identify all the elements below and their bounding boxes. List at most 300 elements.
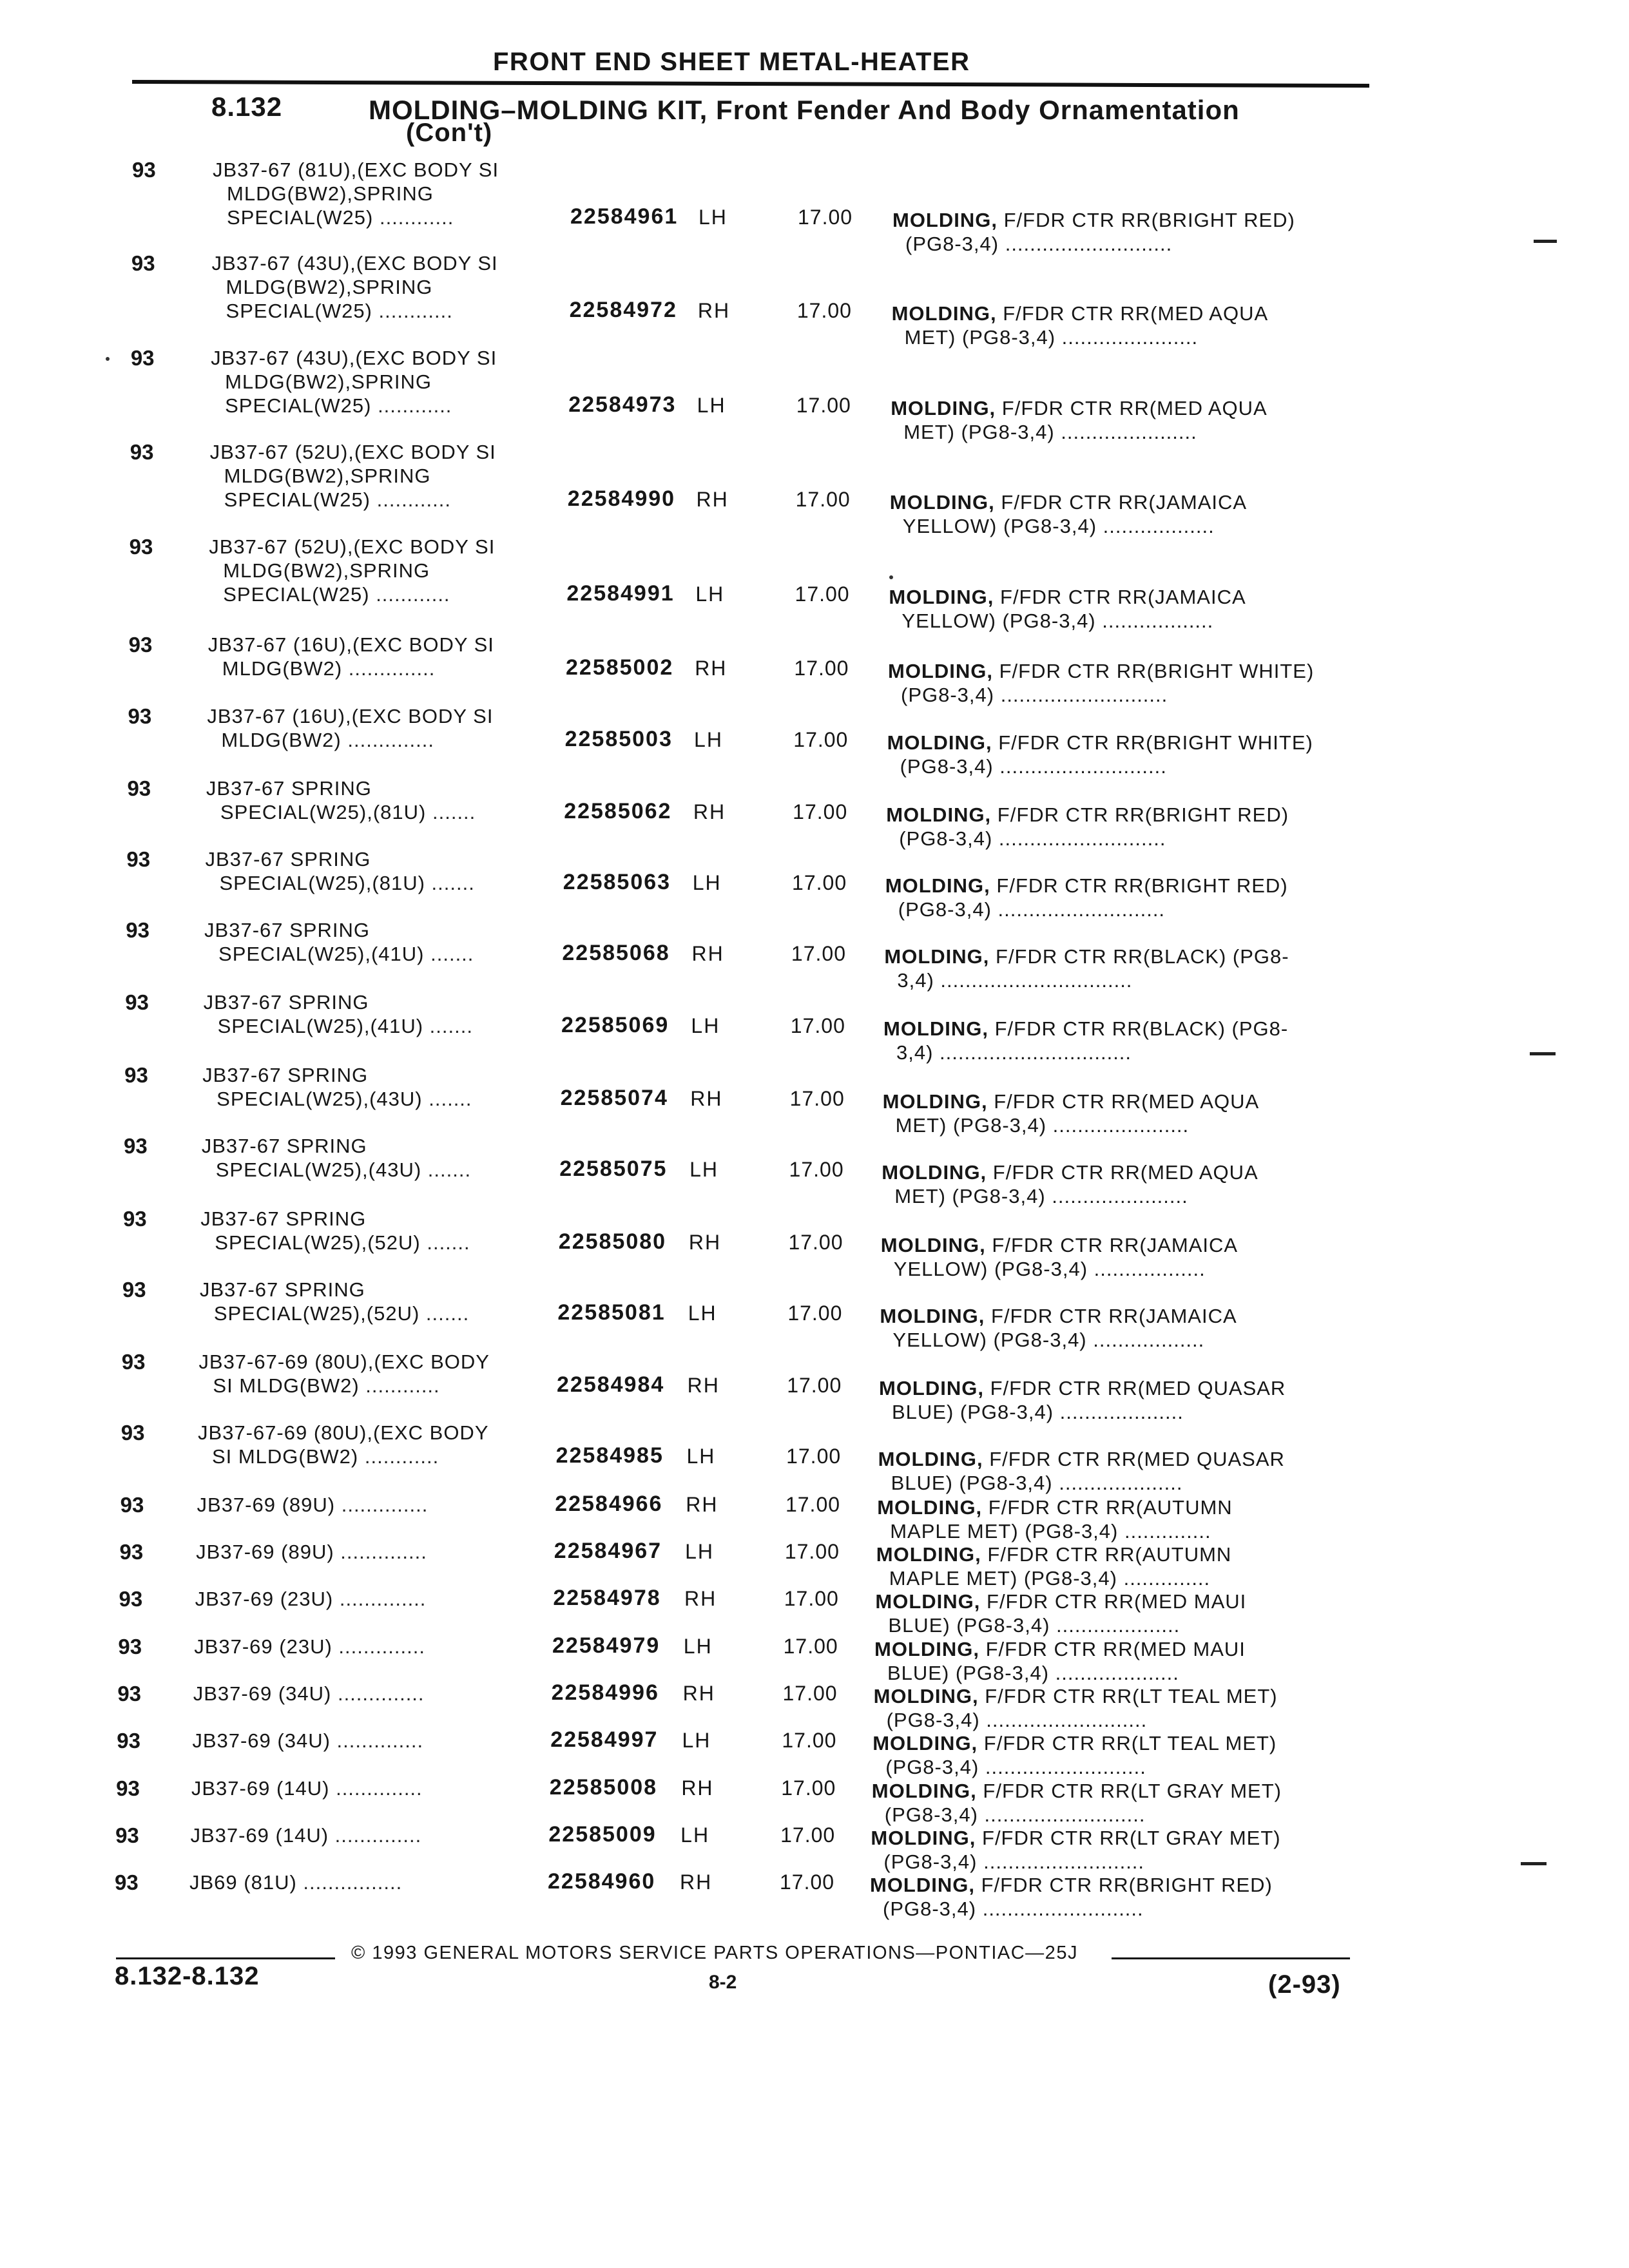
description-line: MOLDING, F/FDR CTR RR(JAMAICA: [889, 491, 1248, 514]
model-line: [206, 800, 476, 824]
model-text: SPECIAL(W25),(52U): [215, 1231, 421, 1254]
description-continuation: (PG8-3,4) ...........................: [898, 898, 1166, 921]
description: [888, 659, 1314, 707]
description-keyword: MOLDING,: [886, 803, 992, 826]
side: LH: [685, 1540, 715, 1563]
description-line: MOLDING, F/FDR CTR RR(BRIGHT WHITE): [888, 660, 1315, 682]
description-keyword: MOLDING,: [878, 1448, 983, 1470]
table-row: [0, 1870, 1629, 1954]
model-cell: [195, 1587, 427, 1611]
side: RH: [693, 800, 726, 823]
side: LH: [692, 871, 722, 894]
part-number: 22584997: [550, 1727, 659, 1752]
dot-leader: ..............: [341, 729, 434, 751]
model-text: JB69 (81U): [189, 1871, 297, 1894]
model-line: [208, 657, 494, 680]
description-keyword: MOLDING,: [882, 1090, 988, 1113]
description-keyword: MOLDING,: [889, 586, 994, 608]
model-text: SPECIAL(W25): [223, 583, 370, 606]
description-continuation: (PG8-3,4) ..........................: [884, 1803, 1146, 1826]
description: [870, 1873, 1273, 1921]
model-line: [198, 1350, 490, 1374]
margin-mark: [1530, 1052, 1556, 1055]
model-line: [204, 942, 474, 966]
group-number: 93: [117, 1682, 142, 1706]
model-text: SPECIAL(W25): [227, 206, 374, 229]
description-continuation: (PG8-3,4) ..........................: [883, 1850, 1145, 1873]
group-number: 93: [127, 776, 151, 800]
description-continuation: MET) (PG8-3,4) ......................: [895, 1114, 1190, 1137]
model-line: [208, 633, 494, 657]
model-line: [211, 394, 497, 418]
model-line: [213, 206, 499, 229]
model-text: JB37-67-69 (80U),(EXC BODY: [197, 1421, 489, 1444]
model-line: [202, 1087, 472, 1111]
footer-page-number: 8-2: [709, 1972, 737, 1993]
group-number: 93: [120, 1493, 144, 1517]
description-line: MOLDING, F/FDR CTR RR(LT TEAL MET): [873, 1685, 1278, 1707]
side: RH: [691, 942, 724, 965]
part-number: 22585009: [548, 1822, 657, 1847]
model-text: JB37-67 (81U),(EXC BODY SI: [213, 159, 499, 181]
description-line: MOLDING, F/FDR CTR RR(MED AQUA: [882, 1090, 1260, 1113]
model-text: JB37-67 (16U),(EXC BODY SI: [207, 705, 494, 727]
model-text: MLDG(BW2): [221, 729, 342, 751]
group-number: 93: [122, 1207, 147, 1231]
dot-leader: ..............: [333, 1588, 427, 1610]
model-text: SPECIAL(W25),(41U): [217, 1015, 424, 1037]
model-text: MLDG(BW2),SPRING: [224, 465, 431, 487]
margin-mark: [1534, 240, 1557, 243]
table-row: [0, 440, 1629, 537]
dot-leader: .......: [421, 1158, 472, 1181]
part-number: 22585069: [561, 1013, 670, 1037]
description-keyword: MOLDING,: [887, 731, 992, 754]
group-number: 93: [130, 440, 154, 464]
quantity: 17.00: [780, 1870, 835, 1894]
model-cell: [200, 1207, 470, 1254]
model-text: SPECIAL(W25),(81U): [220, 801, 427, 823]
side: RH: [687, 1374, 720, 1397]
description: [892, 302, 1269, 349]
model-text: JB37-67 SPRING: [201, 1135, 367, 1157]
group-number: 93: [129, 535, 153, 559]
model-line: [197, 1493, 429, 1517]
quantity: 17.00: [788, 1231, 843, 1254]
quantity: 17.00: [793, 800, 848, 823]
dot-leader: ............: [373, 206, 454, 229]
quantity: 17.00: [780, 1823, 836, 1847]
group-number: 93: [126, 847, 151, 871]
description-keyword: MOLDING,: [888, 660, 993, 682]
section-title: MOLDING–MOLDING KIT, Front Fender And Body Ornamentation: [369, 95, 1240, 125]
model-text: JB37-69 (34U): [192, 1729, 331, 1752]
model-line: [198, 1421, 489, 1445]
model-cell: [193, 1682, 425, 1706]
model-text: MLDG(BW2),SPRING: [225, 370, 432, 393]
dot-leader: ..............: [329, 1777, 423, 1800]
quantity: 17.00: [787, 1302, 843, 1325]
description-continuation: (PG8-3,4) ...........................: [899, 827, 1166, 850]
footer-section-range: 8.132-8.132: [115, 1962, 260, 1990]
model-line: [212, 299, 498, 323]
description: [874, 1637, 1246, 1685]
part-number: 22584991: [566, 581, 675, 606]
quantity: 17.00: [781, 1776, 836, 1800]
group-number: 93: [124, 1134, 148, 1158]
model-text: JB37-67 SPRING: [200, 1207, 367, 1230]
model-line: [195, 1587, 427, 1611]
model-cell: [211, 346, 497, 418]
description-line: MOLDING, F/FDR CTR RR(LT TEAL MET): [872, 1732, 1277, 1754]
description-continuation: (PG8-3,4) ...........................: [905, 233, 1173, 255]
model-line: [198, 1445, 489, 1468]
description-line: MOLDING, F/FDR CTR RR(JAMAICA: [880, 1305, 1237, 1327]
table-row: [0, 1278, 1629, 1361]
side: LH: [686, 1445, 716, 1468]
footer-rule-right: [1112, 1957, 1350, 1959]
description-continuation: BLUE) (PG8-3,4) ....................: [887, 1662, 1179, 1684]
scan-speck: [106, 357, 110, 361]
description-keyword: MOLDING,: [880, 1305, 985, 1327]
description-continuation: (PG8-3,4) ..........................: [886, 1709, 1148, 1731]
model-cell: [202, 1134, 471, 1182]
model-line: [200, 1231, 470, 1254]
description-continuation: (PG8-3,4) ..........................: [883, 1898, 1144, 1920]
part-number: 22585062: [564, 799, 672, 823]
description: [876, 1542, 1232, 1590]
quantity: 17.00: [784, 1540, 840, 1563]
description-continuation: 3,4) ...............................: [897, 969, 1133, 992]
description-continuation: YELLOW) (PG8-3,4) ..................: [901, 610, 1214, 632]
model-line: [191, 1776, 423, 1800]
side: RH: [697, 299, 731, 322]
description-line: MOLDING, F/FDR CTR RR(LT GRAY MET): [871, 1827, 1281, 1849]
description-line: MOLDING, F/FDR CTR RR(AUTUMN: [876, 1543, 1232, 1566]
model-line: [213, 158, 499, 182]
model-line: [200, 1302, 469, 1325]
dot-leader: .......: [424, 943, 474, 965]
model-cell: [200, 1278, 469, 1325]
model-line: [212, 275, 498, 299]
description: [880, 1304, 1237, 1352]
model-cell: [192, 1729, 423, 1753]
description-line: MOLDING, F/FDR CTR RR(MED QUASAR: [878, 1448, 1285, 1470]
quantity: 17.00: [783, 1635, 838, 1658]
description-line: MOLDING, F/FDR CTR RR(JAMAICA: [889, 586, 1246, 608]
quantity: 17.00: [789, 1087, 845, 1110]
description-keyword: MOLDING,: [889, 491, 995, 514]
description: [891, 396, 1268, 444]
model-line: [200, 1278, 469, 1302]
description: [890, 490, 1247, 538]
model-cell: [196, 1540, 427, 1564]
part-number: 22585008: [549, 1775, 658, 1800]
dot-leader: ..............: [335, 1494, 429, 1516]
part-number: 22584966: [555, 1492, 663, 1516]
part-number: 22584985: [555, 1443, 664, 1468]
part-number: 22584961: [570, 204, 679, 229]
dot-leader: ..............: [334, 1541, 427, 1563]
description-line: MOLDING, F/FDR CTR RR(BRIGHT RED): [885, 874, 1288, 897]
side: RH: [686, 1493, 718, 1516]
description-continuation: 3,4) ...............................: [896, 1041, 1132, 1064]
part-number: 22585075: [559, 1157, 668, 1181]
model-line: [209, 535, 495, 559]
description-continuation: YELLOW) (PG8-3,4) ..................: [902, 515, 1215, 537]
description-line: MOLDING, F/FDR CTR RR(BRIGHT RED): [870, 1874, 1273, 1896]
model-text: JB37-69 (89U): [197, 1494, 336, 1516]
dot-leader: ..............: [342, 657, 436, 680]
description-line: MOLDING, F/FDR CTR RR(BRIGHT WHITE): [887, 731, 1313, 754]
group-number: 93: [130, 346, 155, 370]
description: [885, 874, 1288, 921]
description-continuation: BLUE) (PG8-3,4) ....................: [888, 1614, 1181, 1637]
model-cell: [207, 704, 493, 752]
model-text: JB37-69 (14U): [191, 1777, 330, 1800]
description-line: MOLDING, F/FDR CTR RR(BRIGHT RED): [892, 209, 1295, 231]
model-line: [209, 582, 495, 606]
model-text: JB37-69 (14U): [190, 1824, 329, 1847]
dot-leader: ..............: [331, 1682, 425, 1705]
footer-date-code: (2-93): [1268, 1970, 1341, 1999]
model-line: [204, 990, 473, 1014]
model-cell: [212, 251, 498, 323]
model-text: JB37-67 SPRING: [202, 1064, 369, 1086]
quantity: 17.00: [792, 871, 847, 894]
dot-leader: .......: [426, 801, 476, 823]
description: [883, 1017, 1288, 1064]
description: [892, 208, 1295, 256]
model-cell: [204, 918, 474, 966]
model-line: [200, 1207, 470, 1231]
description-continuation: MET) (PG8-3,4) ......................: [904, 326, 1199, 349]
part-number: 22584972: [569, 298, 677, 322]
quantity: 17.00: [791, 942, 846, 965]
part-number: 22585002: [566, 655, 674, 680]
description-continuation: (PG8-3,4) ..........................: [885, 1756, 1146, 1778]
description-keyword: MOLDING,: [891, 397, 996, 419]
footer-copyright: © 1993 GENERAL MOTORS SERVICE PARTS OPERATIONS—PONTIAC—25J: [351, 1943, 1078, 1963]
model-text: SI MLDG(BW2): [213, 1374, 360, 1397]
part-number: 22585068: [562, 941, 670, 965]
model-text: SPECIAL(W25),(41U): [218, 943, 425, 965]
part-number: 22584979: [552, 1633, 660, 1658]
side: LH: [697, 394, 726, 417]
model-line: [205, 871, 474, 895]
model-cell: [190, 1823, 421, 1847]
part-number: 22584967: [554, 1539, 662, 1563]
group-number: 93: [128, 633, 153, 657]
quantity: 17.00: [793, 728, 849, 751]
part-number: 22585003: [564, 727, 673, 751]
dot-leader: ..............: [332, 1635, 425, 1658]
table-row: [0, 158, 1629, 255]
description: [879, 1376, 1286, 1424]
model-line: [207, 728, 493, 752]
model-line: [210, 488, 496, 512]
description-keyword: MOLDING,: [873, 1685, 979, 1707]
side: LH: [699, 206, 728, 229]
model-cell: [205, 847, 474, 895]
description-line: MOLDING, F/FDR CTR RR(LT GRAY MET): [871, 1780, 1282, 1802]
dot-leader: ............: [372, 300, 453, 322]
model-line: [207, 704, 493, 728]
description: [881, 1233, 1238, 1281]
description-continuation: (PG8-3,4) ...........................: [900, 755, 1167, 778]
description-keyword: MOLDING,: [892, 209, 998, 231]
description: [872, 1779, 1282, 1827]
model-cell: [198, 1421, 489, 1468]
footer-rule-left: [116, 1957, 335, 1959]
quantity: 17.00: [796, 394, 851, 417]
model-cell: [210, 440, 496, 512]
description: [883, 1090, 1260, 1137]
model-cell: [204, 990, 473, 1038]
model-cell: [189, 1870, 402, 1894]
model-line: [198, 1374, 490, 1398]
side: LH: [683, 1635, 713, 1658]
description-line: MOLDING, F/FDR CTR RR(BLACK) (PG8-: [884, 945, 1289, 968]
model-text: SPECIAL(W25),(81U): [219, 872, 425, 894]
part-number: 22584996: [551, 1680, 659, 1705]
description-continuation: MAPLE MET) (PG8-3,4) ..............: [890, 1520, 1211, 1542]
model-text: JB37-69 (34U): [193, 1682, 332, 1705]
description: [889, 585, 1246, 633]
description: [882, 1160, 1258, 1208]
quantity: 17.00: [795, 488, 851, 511]
model-text: JB37-67 (16U),(EXC BODY SI: [207, 633, 494, 656]
description-continuation: (PG8-3,4) ...........................: [901, 684, 1168, 706]
group-number: 93: [121, 1350, 146, 1374]
side: LH: [689, 1158, 718, 1181]
model-cell: [213, 158, 499, 229]
group-number: 93: [120, 1421, 145, 1445]
model-text: SPECIAL(W25),(52U): [213, 1302, 420, 1325]
group-number: 93: [128, 704, 152, 728]
description-keyword: MOLDING,: [883, 1017, 988, 1040]
model-line: [212, 251, 498, 275]
model-line: [194, 1635, 425, 1658]
model-text: SPECIAL(W25),(43U): [217, 1088, 423, 1110]
section-number: 8.132: [211, 91, 283, 122]
description-line: MOLDING, F/FDR CTR RR(BRIGHT RED): [886, 803, 1289, 826]
side: LH: [695, 582, 725, 606]
model-cell: [191, 1776, 423, 1800]
model-text: JB37-69 (23U): [194, 1635, 333, 1658]
quantity: 17.00: [796, 299, 852, 322]
quantity: 17.00: [795, 582, 850, 606]
description-continuation: BLUE) (PG8-3,4) ....................: [892, 1401, 1184, 1423]
model-cell: [194, 1635, 425, 1658]
quantity: 17.00: [790, 1014, 845, 1037]
model-text: SI MLDG(BW2): [211, 1445, 359, 1468]
dot-leader: ..............: [330, 1729, 424, 1752]
quantity: 17.00: [785, 1493, 841, 1516]
part-number: 22585074: [560, 1086, 668, 1110]
dot-leader: ............: [369, 583, 450, 606]
model-line: [202, 1134, 471, 1158]
description: [884, 945, 1289, 992]
table-row: [0, 918, 1629, 1002]
description: [877, 1495, 1233, 1543]
model-line: [210, 464, 496, 488]
model-line: [193, 1682, 425, 1706]
side: RH: [684, 1587, 717, 1610]
group-number: 93: [119, 1540, 144, 1564]
table-row: [0, 704, 1629, 788]
description-keyword: MOLDING,: [877, 1496, 983, 1519]
model-line: [190, 1823, 421, 1847]
side: LH: [691, 1014, 720, 1037]
description-continuation: YELLOW) (PG8-3,4) ..................: [892, 1329, 1205, 1351]
description-keyword: MOLDING,: [874, 1638, 979, 1660]
part-number: 22584978: [553, 1586, 661, 1610]
description-line: MOLDING, F/FDR CTR RR(MED MAUI: [875, 1590, 1247, 1613]
description: [871, 1826, 1280, 1874]
model-text: JB37-67 SPRING: [204, 919, 370, 941]
side: LH: [688, 1302, 717, 1325]
model-text: JB37-67 SPRING: [203, 991, 369, 1014]
model-text: JB37-69 (89U): [196, 1541, 334, 1563]
group-number: 93: [122, 1278, 146, 1302]
group-number: 93: [126, 918, 149, 942]
side: RH: [690, 1087, 723, 1110]
part-number: 22585080: [558, 1229, 667, 1254]
model-line: [202, 1063, 472, 1087]
description-keyword: MOLDING,: [872, 1732, 978, 1754]
table-row: [0, 346, 1629, 443]
model-text: MLDG(BW2),SPRING: [223, 559, 430, 582]
model-text: SPECIAL(W25): [225, 394, 372, 417]
part-number: 22584984: [557, 1372, 665, 1397]
dot-leader: .......: [419, 1302, 470, 1325]
description: [875, 1590, 1246, 1637]
model-line: [209, 559, 495, 582]
model-text: JB37-67 (52U),(EXC BODY SI: [209, 441, 496, 463]
model-text: JB37-67 SPRING: [199, 1278, 365, 1301]
dot-leader: .......: [423, 1015, 473, 1037]
model-cell: [198, 1350, 490, 1398]
model-text: MLDG(BW2): [222, 657, 343, 680]
group-number: 93: [117, 1729, 140, 1753]
description-keyword: MOLDING,: [871, 1780, 977, 1802]
description-keyword: MOLDING,: [876, 1543, 981, 1566]
model-text: MLDG(BW2),SPRING: [227, 182, 434, 205]
description-continuation: MAPLE MET) (PG8-3,4) ..............: [889, 1567, 1211, 1590]
model-text: JB37-67 (43U),(EXC BODY SI: [211, 252, 498, 274]
description-continuation: YELLOW) (PG8-3,4) ..................: [893, 1258, 1206, 1280]
description-keyword: MOLDING,: [880, 1234, 986, 1256]
model-text: JB37-67-69 (80U),(EXC BODY: [198, 1350, 490, 1373]
description-keyword: MOLDING,: [871, 1827, 976, 1849]
page-title: FRONT END SHEET METAL-HEATER: [493, 48, 970, 76]
model-line: [204, 918, 474, 942]
side: RH: [680, 1870, 713, 1894]
description-continuation: MET) (PG8-3,4) ......................: [894, 1185, 1188, 1207]
table-row: [0, 1421, 1629, 1504]
quantity: 17.00: [789, 1158, 844, 1181]
model-line: [205, 847, 474, 871]
group-number: 93: [118, 1635, 142, 1658]
model-text: SPECIAL(W25),(43U): [215, 1158, 422, 1181]
side: RH: [681, 1776, 714, 1800]
dot-leader: ................: [296, 1871, 403, 1894]
model-line: [213, 182, 499, 206]
description-keyword: MOLDING,: [882, 1161, 987, 1184]
part-number: 22584990: [567, 486, 676, 511]
group-number: 93: [115, 1823, 139, 1847]
